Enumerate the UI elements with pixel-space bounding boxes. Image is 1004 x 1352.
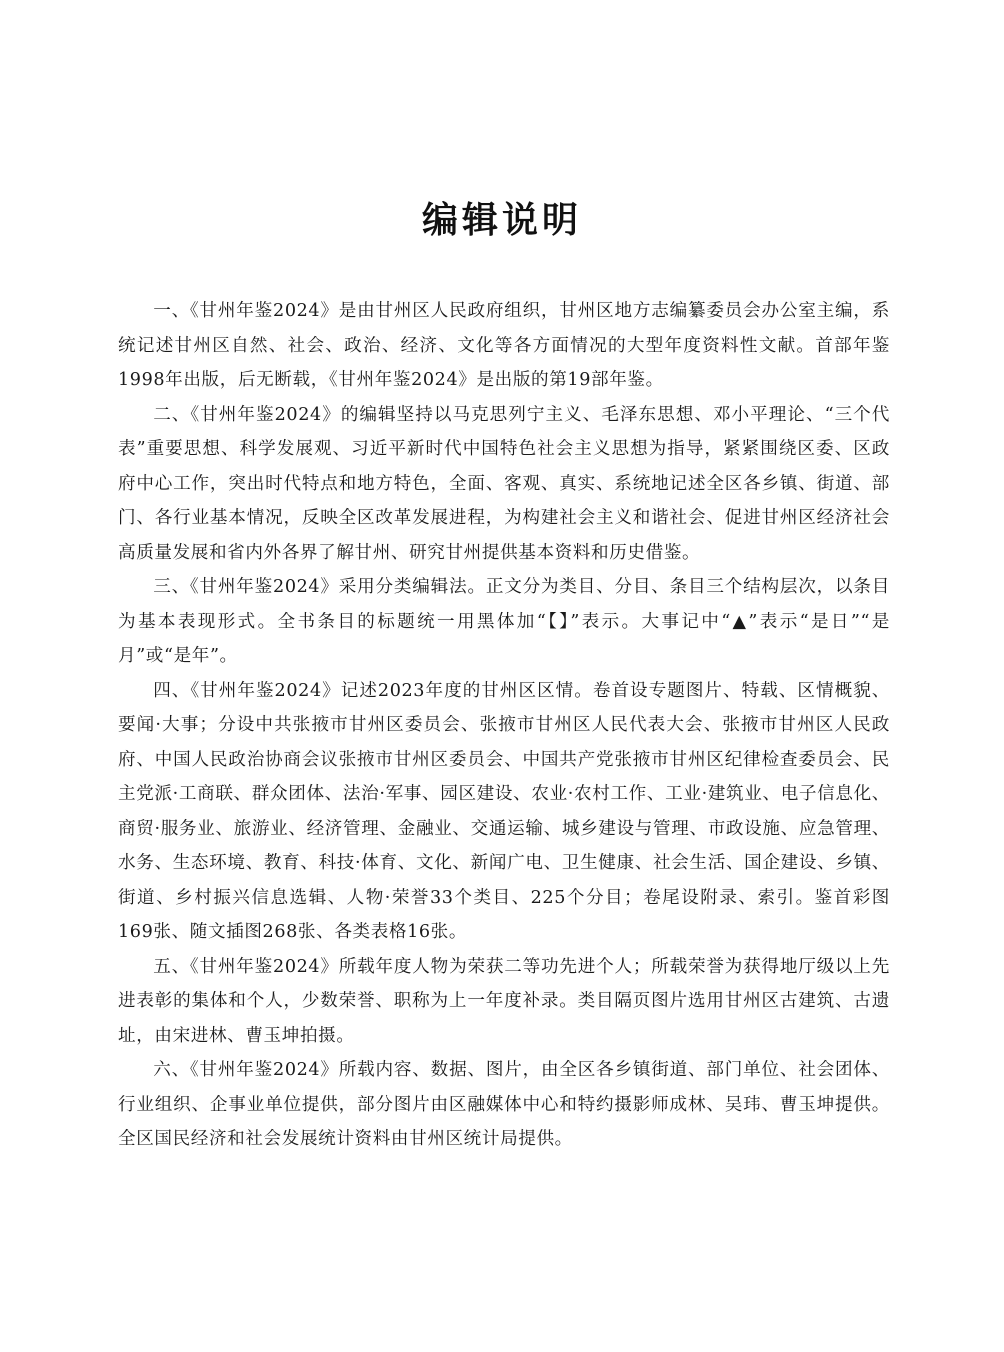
paragraph-2: 二、《甘州年鉴2024》的编辑坚持以马克思列宁主义、毛泽东思想、邓小平理论、“三个代表”重要思想、科学发展观、习近平新时代中国特色社会主义思想为指导，紧紧围绕区委、区政府中心工作，突出时代特点和地方特色，全面、客观、真实、系统地记述全区各乡镇、街道、部门、各行业基本情况，反映全区改革发展进程，为构建社会主义和谐社会、促进甘州区经济社会高质量发展和省内外各界了解甘州、研究甘州提供基本资料和历史借鉴。: [118, 404, 890, 563]
document-body: [118, 294, 890, 1157]
paragraph-3: 三、《甘州年鉴2024》采用分类编辑法。正文分为类目、分目、条目三个结构层次，以条目为基本表现形式。全书条目的标题统一用黑体加“【】”表示。大事记中“▲”表示“是日”“是月”或“是年”。: [118, 577, 890, 666]
paragraph-4: 四、《甘州年鉴2024》记述2023年度的甘州区区情。卷首设专题图片、特载、区情概貌、要闻·大事；分设中共张掖市甘州区委员会、张掖市甘州区人民代表大会、张掖市甘州区人民政府、中国人民政治协商会议张掖市甘州区委员会、中国共产党张掖市甘州区纪律检查委员会、民主党派·工商联、群众团体、法治·军事、园区建设、农业·农村工作、工业·建筑业、电子信息化、商贸·服务业、旅游业、经济管理、金融业、交通运输、城乡建设与管理、市政设施、应急管理、水务、生态环境、教育、科技·体育、文化、新闻广电、卫生健康、社会生活、国企建设、乡镇、街道、乡村振兴信息选辑、人物·荣誉33个类目、225个分目；卷尾设附录、索引。鉴首彩图169张、随文插图268张、各类表格16张。: [118, 680, 890, 942]
paragraph-1: 一、《甘州年鉴2024》是由甘州区人民政府组织，甘州区地方志编纂委员会办公室主编，系统记述甘州区自然、社会、政治、经济、文化等各方面情况的大型年度资料性文献。首部年鉴1998年出版，后无断载，《甘州年鉴2024》是出版的第19部年鉴。: [118, 301, 890, 390]
paragraph-5: 五、《甘州年鉴2024》所载年度人物为荣获二等功先进个人；所载荣誉为获得地厅级以上先进表彰的集体和个人，少数荣誉、职称为上一年度补录。类目隔页图片选用甘州区古建筑、古遗址，由宋进林、曹玉坤拍摄。: [118, 956, 890, 1046]
paragraph-6: 六、《甘州年鉴2024》所载内容、数据、图片，由全区各乡镇街道、部门单位、社会团体、行业组织、企事业单位提供，部分图片由区融媒体中心和特约摄影师成林、吴玮、曹玉坤提供。全区国民经济和社会发展统计资料由甘州区统计局提供。: [118, 1060, 890, 1149]
page-title: 编辑说明: [421, 200, 582, 241]
